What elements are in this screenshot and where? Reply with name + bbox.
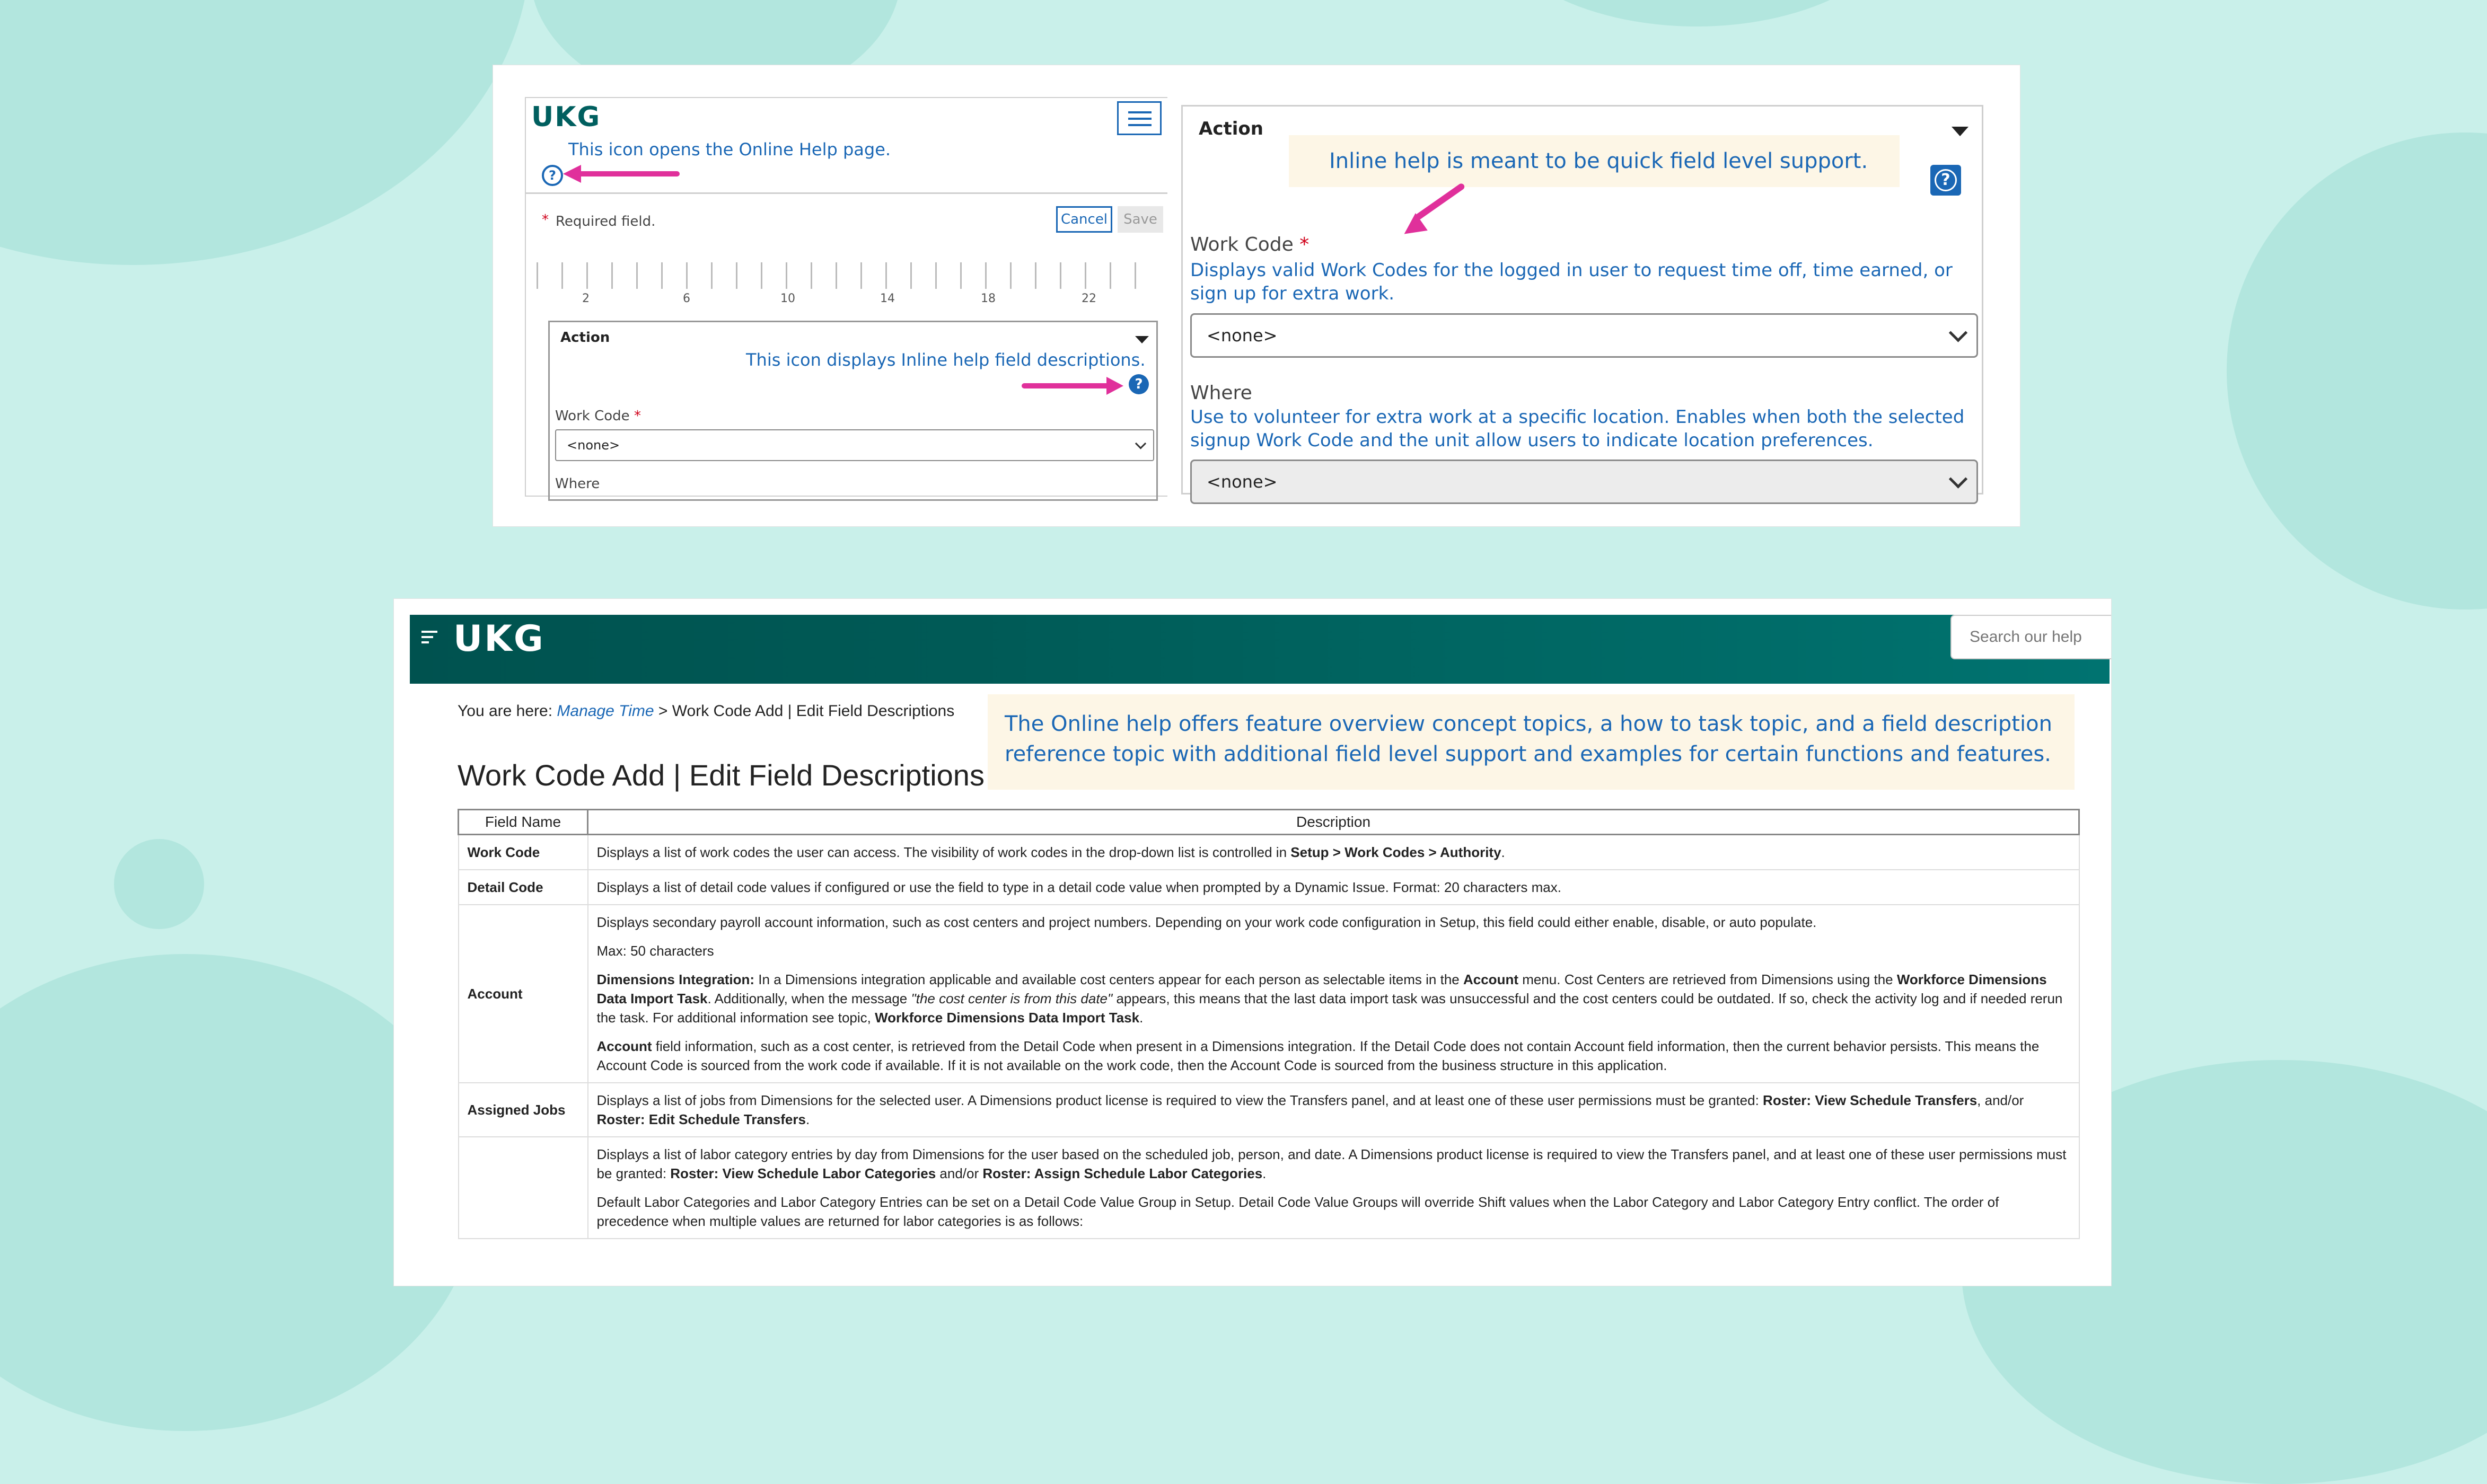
question-circle-icon[interactable]: ? bbox=[542, 165, 563, 186]
description-cell: Displays secondary payroll account information, such as cost centers and project numbers. Depending on your work code configuration in Setup, this field could either enable, disable, or auto populate. Max: 50 characters Dimensions Integration: In a Dimensions integration applicable and available cost centers appear for each person as selectable items in the Account menu. Cost Centers are retrieved from Dimensions using the Workforce Dimensions Data Import Task. Additionally, when the message "the cost center is from this date" appears, this means that the last data import task was unsuccessful and the cost centers could be outdated. If so, check the activity log and if needed rerun the task. For additional information see topic, Workforce Dimensions Data Import Task. Account field information, such as a cost center, is retrieved from the Detail Code when present in a Dimensions integration. If the Detail Code does not contain Account field information, then the current behavior persists. This means the Account Code is sourced from the work code if available. If it is not available on the work code, then the Account Code is sourced from the business structure in this application. bbox=[588, 905, 2079, 1083]
pink-arrow bbox=[574, 171, 680, 176]
background-blob bbox=[0, 0, 530, 265]
ruler-label: 18 bbox=[981, 292, 996, 305]
online-help-screenshot-card bbox=[394, 599, 2111, 1286]
column-header-field-name: Field Name bbox=[459, 810, 588, 835]
field-name-cell: Detail Code bbox=[459, 870, 588, 905]
save-button[interactable]: Save bbox=[1118, 206, 1163, 233]
where-select[interactable]: <none> bbox=[1190, 460, 1978, 504]
hamburger-menu-icon[interactable] bbox=[1117, 101, 1162, 135]
required-note: Required field. bbox=[556, 214, 656, 229]
ruler-label: 10 bbox=[780, 292, 795, 305]
description-cell: Displays a list of labor category entries by day from Dimensions for the user based on the scheduled job, person, and date. A Dimensions product license is required to view the Transfers panel, and at least one of these user permissions must be granted: Roster: View Schedule Labor Categories and/or Roster: Assign Schedule Labor Categories. Default Labor Categories and Labor Category Entries can be set on a Detail Code Value Group in Setup. Detail Code Value Groups will override Shift values when the Labor Category and Labor Category Entry conflict. The order of precedence when multiple values are returned for labor categories is as follows: bbox=[588, 1137, 2079, 1239]
field-name-cell: Account bbox=[459, 905, 588, 1083]
online-help-callout: The Online help offers feature overview concept topics, a how to task topic, and a field description reference topic with additional field level support and examples for certain functions and features. bbox=[988, 694, 2075, 790]
where-description: Use to volunteer for extra work at a specific location. Enables when both the selected signup Work Code and the unit allow users to indicate location preferences. bbox=[1190, 407, 1965, 451]
breadcrumb-separator: > bbox=[658, 702, 668, 720]
search-input[interactable] bbox=[1950, 615, 2111, 659]
right-app-frame bbox=[1181, 105, 1983, 494]
ruler-label: 22 bbox=[1082, 292, 1096, 305]
help-site-header bbox=[410, 615, 2110, 684]
description-cell: Displays a list of jobs from Dimensions for the selected user. A Dimensions product license is required to view the Transfers panel, and at least one of these user permissions must be granted: Roster: View Schedule Transfers, and/or Roster: Edit Schedule Transfers. bbox=[588, 1083, 2079, 1137]
action-panel bbox=[548, 321, 1158, 501]
breadcrumb-link-manage-time[interactable]: Manage Time bbox=[557, 702, 654, 720]
pink-arrow bbox=[1405, 199, 1464, 236]
field-name-cell: Work Code bbox=[459, 835, 588, 870]
ukg-logo: UKG bbox=[531, 101, 601, 133]
work-code-select[interactable]: <none> bbox=[555, 429, 1154, 461]
ruler-label: 2 bbox=[582, 292, 590, 305]
table-row bbox=[459, 835, 2079, 870]
field-name-cell bbox=[459, 1137, 588, 1239]
left-app-frame bbox=[525, 97, 1167, 497]
work-code-label: Work Code * bbox=[1190, 234, 1310, 255]
pink-arrow-head bbox=[563, 165, 581, 183]
field-descriptions-table bbox=[458, 809, 2080, 1239]
table-row bbox=[459, 905, 2079, 1083]
inline-help-callout: Inline help is meant to be quick field level support. bbox=[1289, 135, 1900, 187]
page-title: Work Code Add | Edit Field Descriptions bbox=[458, 758, 985, 792]
where-label: Where bbox=[555, 476, 600, 492]
breadcrumb bbox=[458, 702, 954, 720]
inline-callout-text: This icon displays Inline help field descriptions. bbox=[746, 350, 1146, 370]
background-blob bbox=[1484, 0, 1909, 26]
background-dot bbox=[114, 839, 204, 929]
inline-help-screenshot-card bbox=[493, 65, 2020, 526]
description-cell: Displays a list of work codes the user can access. The visibility of work codes in the drop-down list is controlled in Setup > Work Codes > Authority. bbox=[588, 835, 2079, 870]
table-row bbox=[459, 1083, 2079, 1137]
inline-help-icon[interactable]: ? bbox=[1930, 165, 1961, 196]
hamburger-menu-icon[interactable] bbox=[421, 631, 440, 647]
table-header-row bbox=[459, 810, 2079, 835]
pink-arrow-head bbox=[1106, 377, 1123, 395]
help-callout-text: This icon opens the Online Help page. bbox=[568, 139, 891, 160]
table-row bbox=[459, 870, 2079, 905]
work-code-select[interactable]: <none> bbox=[1190, 313, 1978, 358]
breadcrumb-current: Work Code Add | Edit Field Descriptions bbox=[672, 702, 955, 720]
action-header: Action bbox=[560, 330, 610, 346]
table-row bbox=[459, 1137, 2079, 1239]
inline-help-icon[interactable]: ? bbox=[1129, 374, 1149, 394]
required-asterisk: * bbox=[542, 212, 549, 228]
cancel-button[interactable]: Cancel bbox=[1056, 206, 1112, 233]
action-header: Action bbox=[1199, 118, 1263, 139]
work-code-description: Displays valid Work Codes for the logged in user to request time off, time earned, or sign up for extra work. bbox=[1190, 260, 1953, 304]
background-blob bbox=[2227, 132, 2487, 610]
timeline-ruler bbox=[537, 262, 1152, 305]
ruler-label: 6 bbox=[683, 292, 690, 305]
divider bbox=[526, 192, 1167, 194]
ruler-label: 14 bbox=[880, 292, 895, 305]
work-code-label: Work Code * bbox=[555, 408, 641, 424]
field-name-cell: Assigned Jobs bbox=[459, 1083, 588, 1137]
column-header-description: Description bbox=[588, 810, 2079, 835]
collapse-triangle-icon[interactable] bbox=[1135, 336, 1149, 343]
breadcrumb-prefix: You are here: bbox=[458, 702, 553, 720]
pink-arrow bbox=[1022, 383, 1112, 388]
collapse-triangle-icon[interactable] bbox=[1952, 127, 1968, 136]
ukg-logo: UKG bbox=[453, 618, 545, 660]
where-label: Where bbox=[1190, 382, 1252, 404]
description-cell: Displays a list of detail code values if configured or use the field to type in a detail code value when prompted by a Dynamic Issue. Format: 20 characters max. bbox=[588, 870, 2079, 905]
